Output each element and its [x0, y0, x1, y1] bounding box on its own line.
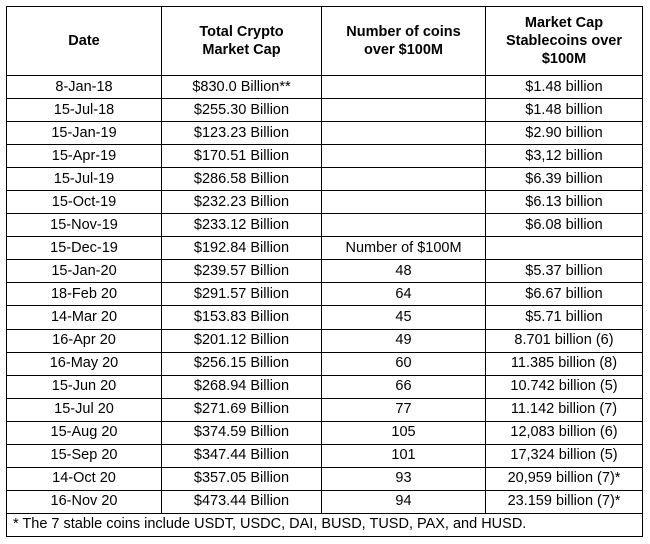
- footnote-row: [7, 513, 643, 536]
- date-cell: 15-Jan-19: [7, 122, 162, 145]
- stablecoin-cap-cell: $1.48 billion: [486, 76, 643, 99]
- coin-count-cell: 66: [322, 375, 486, 398]
- coin-count-cell: 49: [322, 329, 486, 352]
- date-cell: 15-Sep 20: [7, 444, 162, 467]
- footnote: * The 7 stable coins include USDT, USDC, DAI, BUSD, TUSD, PAX, and HUSD.: [7, 513, 643, 536]
- header-total-market-cap: Total Crypto Market Cap: [162, 7, 322, 76]
- stablecoin-cap-cell: 12,083 billion (6): [486, 421, 643, 444]
- stablecoin-cap-cell: 11.385 billion (8): [486, 352, 643, 375]
- total-market-cap-cell: $170.51 Billion: [162, 145, 322, 168]
- stablecoin-cap-cell: $5.71 billion: [486, 306, 643, 329]
- table-row: [7, 398, 643, 421]
- coin-count-cell: 94: [322, 490, 486, 513]
- total-market-cap-cell: $153.83 Billion: [162, 306, 322, 329]
- coin-count-cell: 105: [322, 421, 486, 444]
- total-market-cap-cell: $123.23 Billion: [162, 122, 322, 145]
- total-market-cap-cell: $357.05 Billion: [162, 467, 322, 490]
- total-market-cap-cell: $233.12 Billion: [162, 214, 322, 237]
- date-cell: 15-Oct-19: [7, 191, 162, 214]
- header-row: [7, 7, 643, 76]
- date-cell: 14-Mar 20: [7, 306, 162, 329]
- table-row: [7, 145, 643, 168]
- coin-count-cell: 93: [322, 467, 486, 490]
- date-cell: 15-Nov-19: [7, 214, 162, 237]
- total-market-cap-cell: $271.69 Billion: [162, 398, 322, 421]
- table-row: [7, 122, 643, 145]
- stablecoin-cap-cell: 20,959 billion (7)*: [486, 467, 643, 490]
- total-market-cap-cell: $374.59 Billion: [162, 421, 322, 444]
- stablecoin-cap-cell: $6.13 billion: [486, 191, 643, 214]
- crypto-market-table: [6, 6, 643, 537]
- total-market-cap-cell: $192.84 Billion: [162, 237, 322, 260]
- date-cell: 15-Jul 20: [7, 398, 162, 421]
- table-row: [7, 191, 643, 214]
- table-row: [7, 490, 643, 513]
- table-row: [7, 375, 643, 398]
- table-row: [7, 168, 643, 191]
- stablecoin-cap-cell: [486, 237, 643, 260]
- total-market-cap-cell: $347.44 Billion: [162, 444, 322, 467]
- total-market-cap-cell: $256.15 Billion: [162, 352, 322, 375]
- stablecoin-cap-cell: $2.90 billion: [486, 122, 643, 145]
- date-cell: 15-Dec-19: [7, 237, 162, 260]
- total-market-cap-cell: $255.30 Billion: [162, 99, 322, 122]
- stablecoin-cap-cell: $6.39 billion: [486, 168, 643, 191]
- date-cell: 15-Jan-20: [7, 260, 162, 283]
- table-row: [7, 237, 643, 260]
- date-cell: 14-Oct 20: [7, 467, 162, 490]
- coin-count-cell: 60: [322, 352, 486, 375]
- coin-count-cell: [322, 99, 486, 122]
- total-market-cap-cell: $473.44 Billion: [162, 490, 322, 513]
- table-body: [7, 76, 643, 514]
- table-row: [7, 467, 643, 490]
- date-cell: 15-Jul-18: [7, 99, 162, 122]
- coin-count-cell: Number of $100M: [322, 237, 486, 260]
- date-cell: 8-Jan-18: [7, 76, 162, 99]
- total-market-cap-cell: $239.57 Billion: [162, 260, 322, 283]
- coin-count-cell: [322, 168, 486, 191]
- stablecoin-cap-cell: $5.37 billion: [486, 260, 643, 283]
- date-cell: 18-Feb 20: [7, 283, 162, 306]
- table-row: [7, 421, 643, 444]
- coin-count-cell: 101: [322, 444, 486, 467]
- date-cell: 16-Nov 20: [7, 490, 162, 513]
- header-date: Date: [7, 7, 162, 76]
- date-cell: 15-Apr-19: [7, 145, 162, 168]
- stablecoin-cap-cell: $6.08 billion: [486, 214, 643, 237]
- stablecoin-cap-cell: $1.48 billion: [486, 99, 643, 122]
- table-row: [7, 214, 643, 237]
- coin-count-cell: 64: [322, 283, 486, 306]
- coin-count-cell: [322, 214, 486, 237]
- date-cell: 15-Jun 20: [7, 375, 162, 398]
- header-coins-over-100m: Number of coins over $100M: [322, 7, 486, 76]
- stablecoin-cap-cell: 17,324 billion (5): [486, 444, 643, 467]
- table-row: [7, 306, 643, 329]
- stablecoin-cap-cell: 10.742 billion (5): [486, 375, 643, 398]
- table-row: [7, 99, 643, 122]
- date-cell: 15-Jul-19: [7, 168, 162, 191]
- total-market-cap-cell: $286.58 Billion: [162, 168, 322, 191]
- coin-count-cell: [322, 191, 486, 214]
- coin-count-cell: [322, 122, 486, 145]
- table-row: [7, 352, 643, 375]
- stablecoin-cap-cell: 8.701 billion (6): [486, 329, 643, 352]
- coin-count-cell: [322, 76, 486, 99]
- crypto-market-table-container: [6, 6, 643, 537]
- date-cell: 15-Aug 20: [7, 421, 162, 444]
- coin-count-cell: [322, 145, 486, 168]
- table-row: [7, 283, 643, 306]
- header-stablecoin-market-cap: Market Cap Stablecoins over $100M: [486, 7, 643, 76]
- coin-count-cell: 77: [322, 398, 486, 421]
- stablecoin-cap-cell: $6.67 billion: [486, 283, 643, 306]
- date-cell: 16-Apr 20: [7, 329, 162, 352]
- stablecoin-cap-cell: 11.142 billion (7): [486, 398, 643, 421]
- coin-count-cell: 45: [322, 306, 486, 329]
- coin-count-cell: 48: [322, 260, 486, 283]
- total-market-cap-cell: $291.57 Billion: [162, 283, 322, 306]
- total-market-cap-cell: $830.0 Billion**: [162, 76, 322, 99]
- stablecoin-cap-cell: $3,12 billion: [486, 145, 643, 168]
- total-market-cap-cell: $232.23 Billion: [162, 191, 322, 214]
- table-row: [7, 444, 643, 467]
- date-cell: 16-May 20: [7, 352, 162, 375]
- stablecoin-cap-cell: 23.159 billion (7)*: [486, 490, 643, 513]
- total-market-cap-cell: $201.12 Billion: [162, 329, 322, 352]
- table-row: [7, 329, 643, 352]
- total-market-cap-cell: $268.94 Billion: [162, 375, 322, 398]
- table-row: [7, 76, 643, 99]
- table-row: [7, 260, 643, 283]
